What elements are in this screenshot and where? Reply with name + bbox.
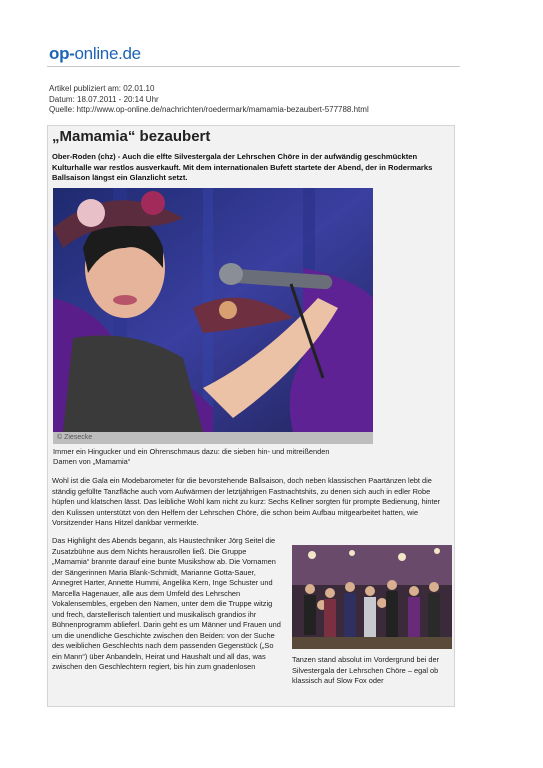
article-photo [53,188,373,432]
meta-date: Datum: 18.07.2011 - 20:14 Uhr [49,94,159,104]
site-logo[interactable] [49,44,141,64]
photo-caption: Immer ein Hingucker und ein Ohrenschmaus dazu: die sieben hin- und mitreißenden Damen von „Mamamia“ [53,447,330,466]
logo-part2: online.de [74,44,141,63]
article-title: „Mamamia“ bezaubert [52,128,211,145]
photo-2-caption: Tanzen stand absolut im Vordergrund bei der Silvestergala der Lehrschen Chöre – egal ob klassisch auf Slow Fox oder [292,655,440,685]
article-photo-2 [292,545,452,649]
singer-image [53,188,373,432]
article-paragraph-2: Das Highlight des Abends begann, als Haustechniker Jörg Seitel die Zusatzbühne aus dem Nichts herausrollen ließ. Die Gruppe „Mamamia“ brannte darauf eine bunte Musikshow ab. Die Vornamen der Sängerinnen Maria Blank-Schmidt, Marianne Gotta-Sauer, Annegret Harter, Annette Hummi, Angelika Kern, Inge Schuster und Marcella Hagenauer, alle aus dem Umfeld des Lehrschen Vokalensembles, ergeben den Namen, unter dem die Truppe witzig und frech, darstellerisch talentiert und musikalisch grandios ihr Bühnenprogramm ablieferl. Darin geht es um Männer und Frauen und um die unendliche Geschichte zwischen den Beiden: von der Suche des weiblichen Geschlechts nach dem passenden Gegenstück („So ein Mann“) über Anbandeln, Heirat und Haushalt und all das, was zwischen den Geschlechtern regiert, bis hin zum gnadenlosen [52,536,281,671]
header-divider [47,66,460,67]
photo-credit-text: © Ziesecke [57,434,93,441]
dance-floor-image [292,545,452,649]
photo-credit [53,432,373,444]
article-paragraph-1: Wohl ist die Gala ein Modebarometer für die bevorstehende Ballsaison, doch neben klassischen Paartänzen lebt die ständig gefüllte Tanzfläche auch vom Aufwärmen der letztjährigen Fastnachtshits, zu denen sich auch in edler Robe hüpfen und klatschen lässt. Das leibliche Wohl kam nicht zu kurz: Sechs Kellner sorgten für prompte Bedienung, hinter den Kulissen unterstützt von den Helfern der Lehrschen Chöre, die schon beim Aufbau mitgearbeitet hatten, wie Vorsitzender Hans Hitzel dankbar vermerkte. [52,476,441,527]
logo-part1: op- [49,44,75,63]
article-meta [49,84,369,116]
meta-published: Artikel publiziert am: 02.01.10 [49,84,155,93]
meta-source: Quelle: http://www.op-online.de/nachrichten/roedermark/mamamia-bezaubert-577788.html [49,105,369,114]
article-lead: Ober-Roden (chz) - Auch die elfte Silvestergala der Lehrschen Chöre in der aufwändig geschmückten Kulturhalle war restlos ausverkauft. Mit dem internationalen Bufett startete der Abend, der in Rodermarks Ballsaison längst ein Glanzlicht setzt. [52,152,433,182]
